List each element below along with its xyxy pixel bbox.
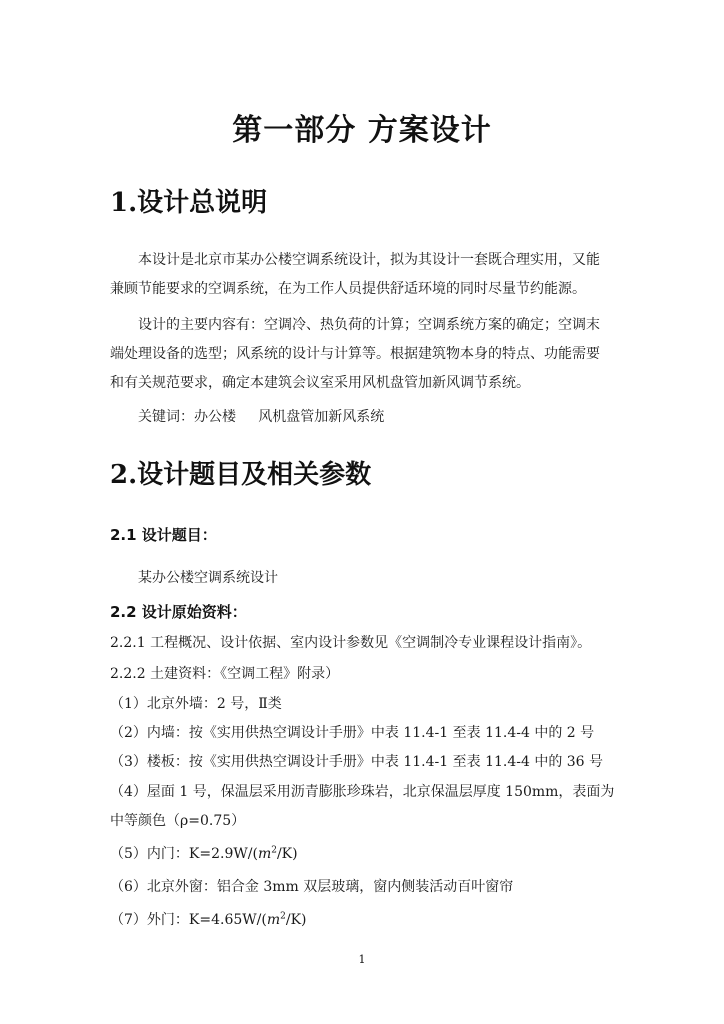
subsection-2-2-heading: 2.2 设计原始资料：: [110, 603, 247, 621]
list-item-6: （6）北京外窗：铝合金 3mm 双层玻璃，窗内侧装活动百叶窗帘: [110, 879, 514, 895]
list-item-7-suffix: /K): [285, 912, 307, 928]
page-number: 1: [358, 953, 366, 966]
list-item-4-line-2: 中等颜色（ρ=0.75）: [110, 813, 246, 829]
list-item-5-unit: m: [257, 846, 272, 862]
list-item-5-sup: 2: [271, 845, 277, 856]
subsection-2-1-text: 某办公楼空调系统设计: [138, 570, 278, 586]
list-item-7-sup: 2: [280, 911, 286, 922]
list-item-5: [110, 844, 298, 864]
section-1-heading: 1.设计总说明: [110, 188, 268, 218]
keywords-line: 关键词：办公楼 风机盘管加新风系统: [138, 409, 385, 425]
section-1-para-2-line-2: 端处理设备的选型；风系统的设计与计算等。根据建筑物本身的特点、功能需要: [110, 346, 600, 362]
list-item-7-prefix: （7）外门：K=4.65W/(: [110, 912, 267, 928]
subsection-2-1-heading: 2.1 设计题目：: [110, 526, 217, 544]
item-2-2-2: 2.2.2 土建资料：《空调工程》附录）: [110, 666, 340, 682]
list-item-1: （1）北京外墙：2 号，Ⅱ类: [110, 696, 282, 712]
list-item-7: [110, 910, 307, 930]
list-item-4-line-1: （4）屋面 1 号，保温层采用沥青膨胀珍珠岩，北京保温层厚度 150mm，表面为: [110, 784, 615, 800]
section-1-para-2-line-3: 和有关规范要求，确定本建筑会议室采用风机盘管加新风调节系统。: [110, 375, 530, 391]
section-1-para-1-line-2: 兼顾节能要求的空调系统，在为工作人员提供舒适环境的同时尽量节约能源。: [110, 281, 586, 297]
list-item-7-unit: m: [266, 912, 281, 928]
section-1-para-2-line-1: 设计的主要内容有：空调冷、热负荷的计算；空调系统方案的确定；空调末: [138, 317, 600, 333]
page-title: 第一部分 方案设计: [232, 113, 492, 148]
list-item-2: （2）内墙：按《实用供热空调设计手册》中表 11.4-1 至表 11.4-4 中的 2 号: [110, 725, 595, 741]
list-item-5-suffix: /K): [276, 846, 298, 862]
item-2-2-1: 2.2.1 工程概况、设计依据、室内设计参数见《空调制冷专业课程设计指南》。: [110, 635, 592, 651]
list-item-3: （3）楼板：按《实用供热空调设计手册》中表 11.4-1 至表 11.4-4 中的 36 号: [110, 754, 604, 770]
section-2-heading: 2.设计题目及相关参数: [110, 460, 372, 490]
list-item-5-prefix: （5）内门：K=2.9W/(: [110, 846, 258, 862]
section-1-para-1-line-1: 本设计是北京市某办公楼空调系统设计，拟为其设计一套既合理实用，又能: [138, 252, 600, 268]
